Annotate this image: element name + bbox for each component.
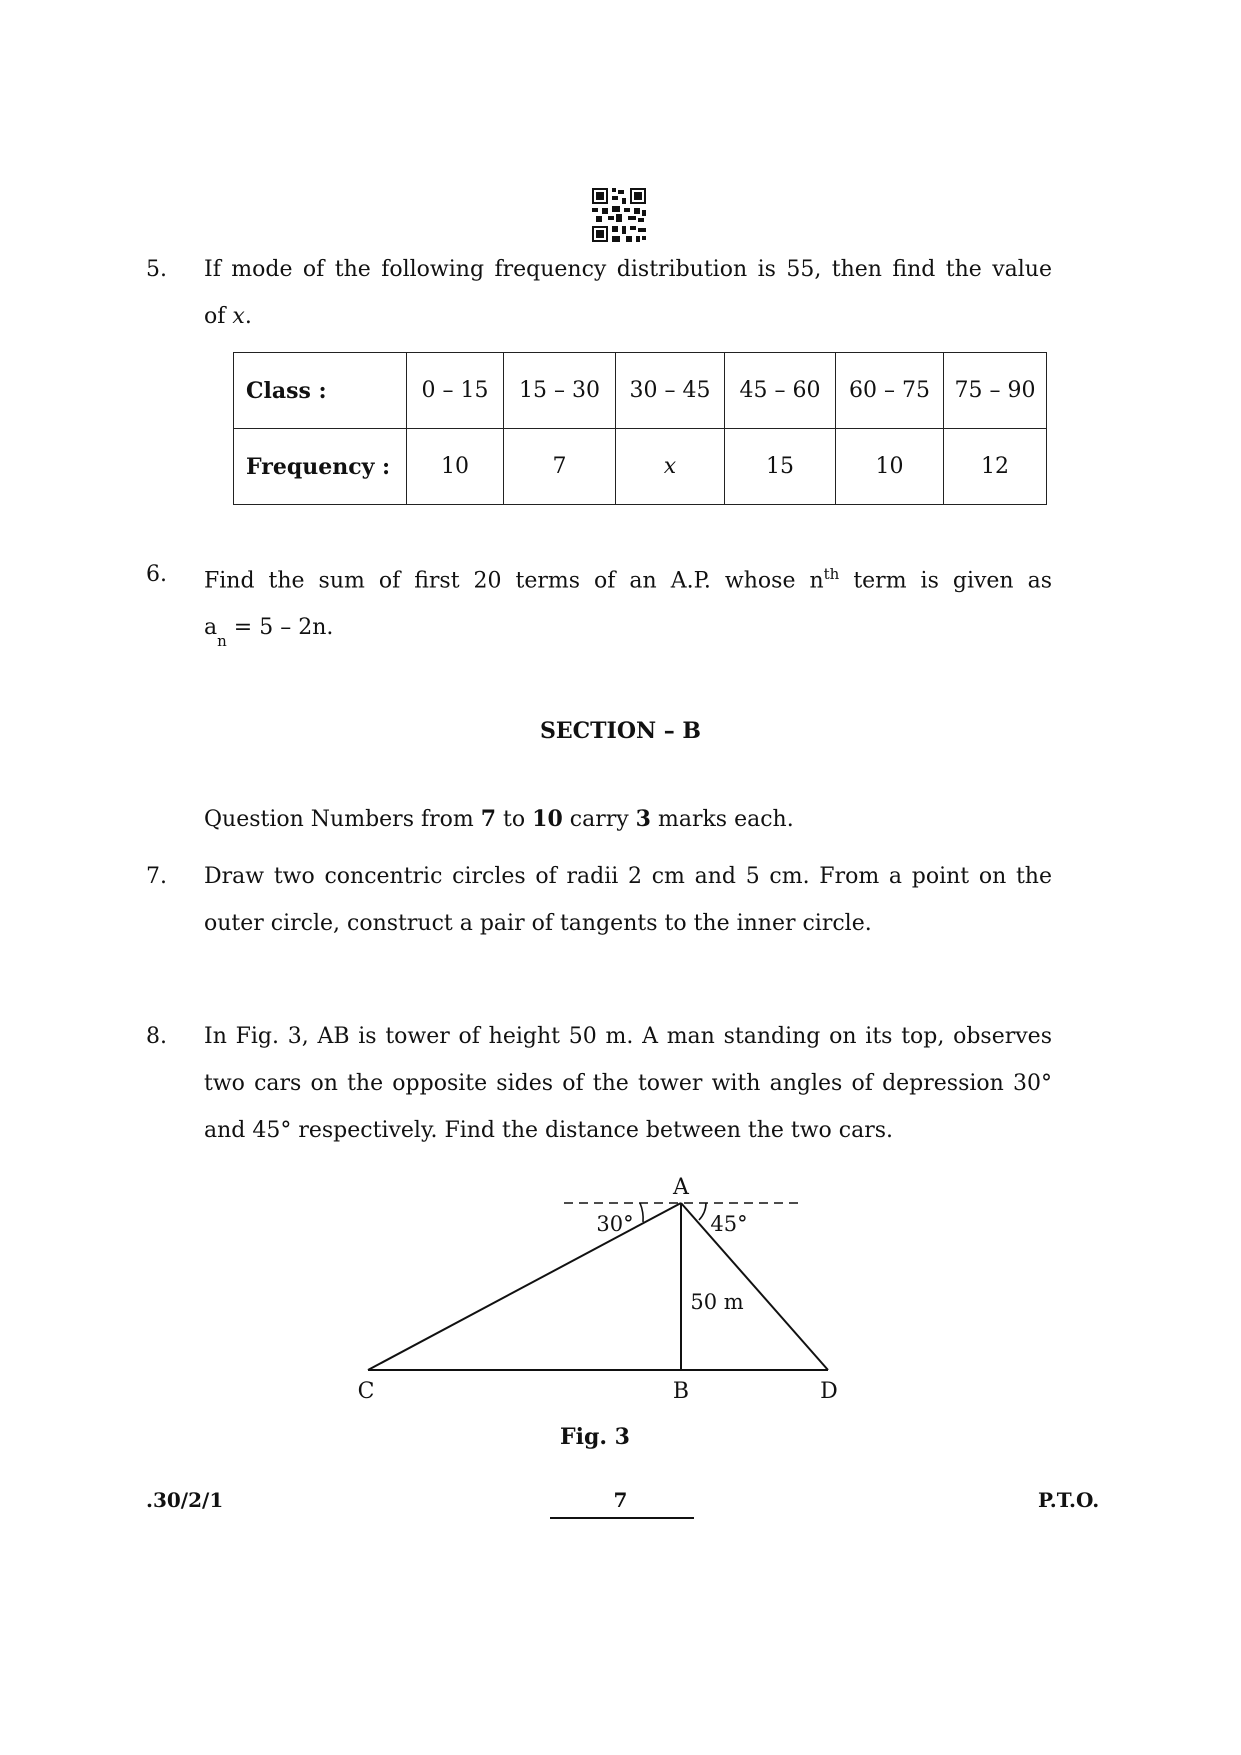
label-c: C [357, 1379, 375, 1404]
angle-arc-45 [699, 1203, 706, 1220]
table-row-class [234, 353, 1047, 429]
pto-label: P.T.O. [1038, 1488, 1100, 1512]
table-cell: 45 – 60 [725, 353, 836, 429]
question-number-8: 8. [146, 1024, 167, 1049]
page-number-underline [550, 1517, 694, 1519]
line-of-sight-ac [368, 1203, 681, 1370]
section-heading: SECTION – B [539, 718, 701, 744]
table-cell: 75 – 90 [944, 353, 1047, 429]
table-cell: 12 [944, 429, 1047, 505]
question-5-text [204, 246, 1052, 340]
line-of-sight-ad [681, 1203, 828, 1370]
qr-code [592, 188, 646, 242]
question-5-line-2 [204, 293, 1052, 340]
table-cell: 60 – 75 [836, 353, 944, 429]
table-row-frequency [234, 429, 1047, 505]
figure-3-diagram [356, 1170, 836, 1410]
text: marks each. [650, 807, 794, 832]
paper-code: .30/2/1 [146, 1488, 224, 1512]
frequency-header: Frequency : [234, 429, 407, 505]
text: to [496, 807, 533, 832]
bold-number: 7 [480, 806, 497, 832]
question-7-line-2: outer circle, construct a pair of tangents to the inner circle. [204, 911, 872, 936]
angle-label-30: 30° [596, 1212, 634, 1236]
bold-number: 3 [635, 806, 651, 832]
variable-x: x [232, 304, 245, 329]
text: term is given as [839, 568, 1052, 594]
table-cell: 0 – 15 [407, 353, 504, 429]
question-8-line-2: two cars on the opposite sides of the tower with angles of depression 30° [204, 1071, 1052, 1096]
table-cell: 15 – 30 [504, 353, 616, 429]
frequency-table [233, 352, 1047, 505]
height-label: 50 m [690, 1290, 744, 1314]
question-6-line-1 [204, 551, 1052, 604]
page-number: 7 [613, 1488, 628, 1512]
section-note [204, 806, 794, 832]
text: Question Numbers from [204, 807, 481, 832]
question-8-line-1: In Fig. 3, AB is tower of height 50 m. A man standing on its top, observes [204, 1024, 1052, 1049]
question-8-text [204, 1013, 1052, 1154]
question-6-line-2 [204, 604, 1052, 658]
angle-label-45: 45° [710, 1212, 748, 1236]
bold-number: 10 [532, 806, 563, 832]
subscript: n [217, 631, 227, 650]
table-cell: 10 [836, 429, 944, 505]
label-b: B [672, 1379, 690, 1404]
question-number-6: 6. [146, 562, 167, 587]
text: carry [562, 807, 636, 832]
text: = 5 – 2n. [226, 615, 334, 641]
table-cell: 7 [504, 429, 616, 505]
question-number-7: 7. [146, 864, 167, 889]
text: . [244, 304, 252, 329]
question-8-line-3: and 45° respectively. Find the distance between the two cars. [204, 1118, 894, 1143]
question-7-text [204, 853, 1052, 947]
table-cell: 15 [725, 429, 836, 505]
table-cell: x [616, 429, 725, 505]
superscript: th [823, 565, 840, 583]
figure-caption: Fig. 3 [560, 1424, 630, 1450]
angle-arc-30 [640, 1203, 643, 1222]
label-a: A [673, 1175, 689, 1200]
text: Find the sum of first 20 terms of an A.P. whose n [204, 568, 824, 594]
class-header: Class : [234, 353, 407, 429]
text: a [204, 615, 218, 641]
question-7-line-1: Draw two concentric circles of radii 2 cm and 5 cm. From a point on the [204, 864, 1052, 889]
question-5-line-1: If mode of the following frequency distribution is 55, then find the value [204, 257, 1052, 282]
question-6-text [204, 551, 1052, 659]
table-cell: 30 – 45 [616, 353, 725, 429]
text: of [204, 304, 233, 329]
table-cell: 10 [407, 429, 504, 505]
question-number-5: 5. [146, 257, 167, 282]
label-d: D [820, 1379, 838, 1404]
